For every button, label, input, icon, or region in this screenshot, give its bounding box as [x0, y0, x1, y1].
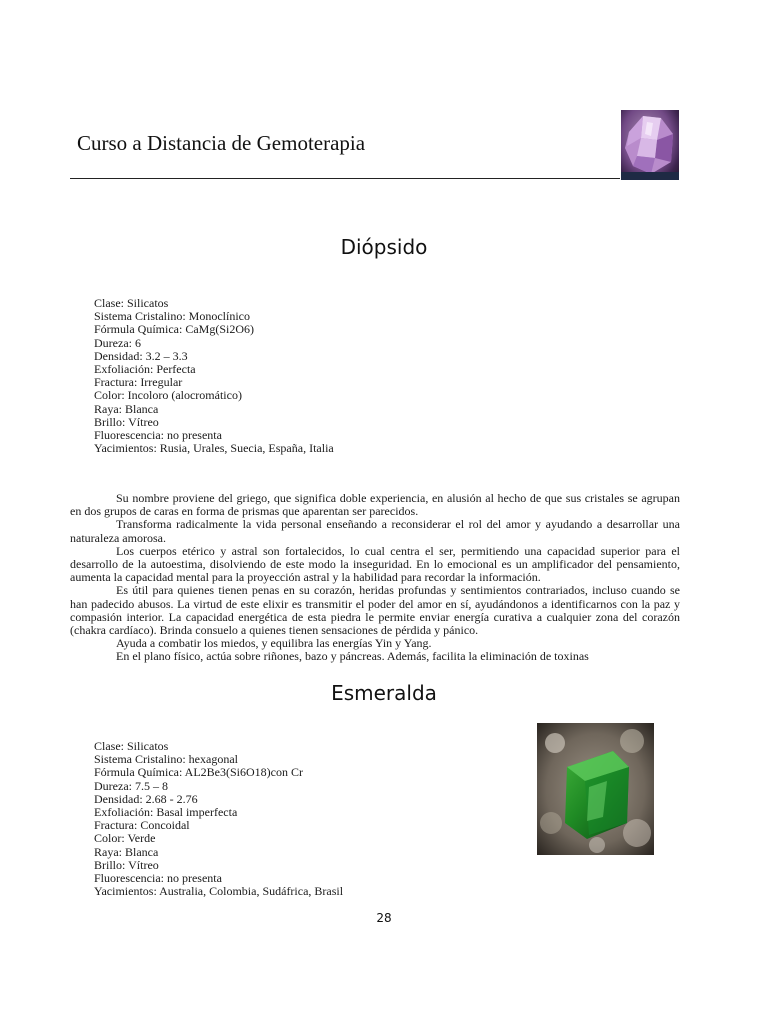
property-line: Raya: Blanca	[94, 844, 159, 859]
property-line: Sistema Cristalino: Monoclínico	[94, 309, 250, 324]
property-line: Fractura: Irregular	[94, 375, 183, 390]
property-line: Sistema Cristalino: hexagonal	[94, 752, 238, 767]
property-line: Fractura: Concoidal	[94, 818, 190, 833]
property-line: Brillo: Vítreo	[94, 414, 159, 429]
property-line: Yacimientos: Australia, Colombia, Sudáfrica, Brasil	[94, 884, 344, 899]
property-line: Clase: Silicatos	[94, 739, 169, 753]
property-line: Fórmula Química: CaMg(Si2O6)	[94, 322, 254, 337]
paragraph: En el plano físico, actúa sobre riñones, bazo y páncreas. Además, facilita la eliminación de toxinas	[116, 649, 589, 664]
section-title-diopsido: Diópsido	[340, 235, 428, 259]
property-line: Clase: Silicatos	[94, 296, 169, 310]
property-line: Fluorescencia: no presenta	[94, 428, 222, 443]
property-line: Brillo: Vítreo	[94, 857, 159, 872]
property-line: Color: Incoloro (alocromático)	[94, 388, 242, 403]
document-header-title: Curso a Distancia de Gemoterapia	[77, 131, 366, 155]
property-line: Densidad: 2.68 - 2.76	[94, 791, 198, 806]
property-line: Color: Verde	[94, 831, 156, 846]
property-line: Raya: Blanca	[94, 401, 159, 416]
property-line: Yacimientos: Rusia, Urales, Suecia, España, Italia	[94, 441, 334, 456]
emerald-crystal-image	[537, 723, 654, 855]
property-line: Fluorescencia: no presenta	[94, 871, 222, 886]
amethyst-crystal-image	[621, 110, 679, 180]
property-line: Densidad: 3.2 – 3.3	[94, 348, 188, 363]
paragraph: Transforma radicalmente la vida personal enseñando a reconsiderar el rol del amor y ayudando a desarrollar una naturaleza amorosa.	[70, 517, 680, 545]
property-line: Dureza: 7.5 – 8	[94, 778, 168, 793]
property-line: Exfoliación: Perfecta	[94, 362, 196, 377]
page-number: 28	[376, 911, 392, 925]
property-line: Dureza: 6	[94, 335, 141, 350]
paragraph: Su nombre proviene del griego, que significa doble experiencia, en alusión al hecho de que sus cristales se agrupan en dos grupos de caras en forma de prismas que aparentan ser parecidos.	[70, 491, 680, 519]
diopsido-description	[70, 492, 680, 664]
property-line: Fórmula Química: AL2Be3(Si6O18)con Cr	[94, 765, 303, 780]
esmeralda-properties-list	[94, 740, 343, 898]
paragraph: Es útil para quienes tienen penas en su corazón, heridas profundas y sentimientos contrariados, incluso cuando se han padecido abusos. La virtud de este elixir es transmitir el poder del amor en sí, ayudándonos a identificarnos con la paz y compasión interior. La capacidad energética de esta piedra le permite enviar energía curativa a cualquier zona del corazón (chakra cardíaco). Brinda consuelo a quienes tienen sensaciones de pérdida y pánico.	[70, 583, 680, 638]
diopsido-properties-list	[94, 297, 334, 455]
paragraph: Los cuerpos etérico y astral son fortalecidos, lo cual centra el ser, permitiendo una capacidad superior para el desarrollo de la autoestima, disolviendo de este modo la inseguridad. En lo emocional es un amplificador del pensamiento, aumenta la capacidad mental para la proyección astral y la habilidad para recordar la información.	[70, 543, 680, 585]
property-line: Exfoliación: Basal imperfecta	[94, 805, 238, 820]
section-title-esmeralda: Esmeralda	[331, 681, 437, 705]
header-divider	[70, 178, 620, 179]
paragraph: Ayuda a combatir los miedos, y equilibra las energías Yin y Yang.	[116, 636, 432, 651]
